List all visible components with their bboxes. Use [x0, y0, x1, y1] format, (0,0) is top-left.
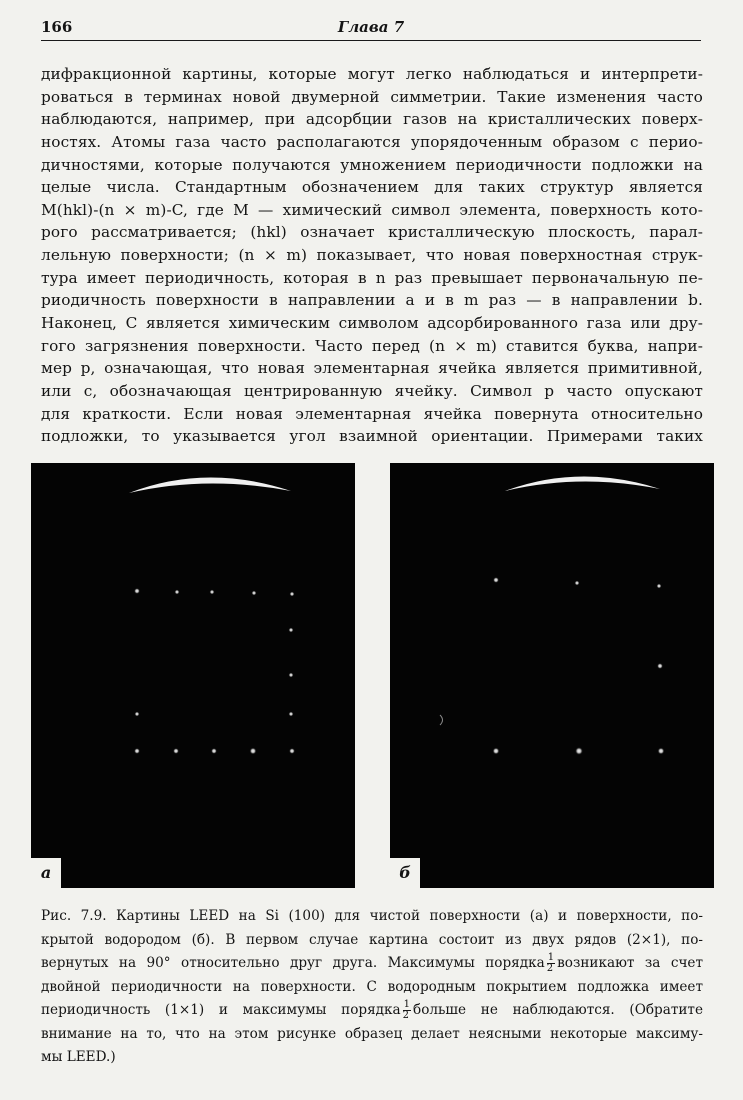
text-line: мер p, означающая, что новая элементарная ячейка является примитивной, — [41, 359, 703, 378]
leed-spot — [211, 748, 217, 754]
text-line: ностях. Атомы газа часто располагаются упорядоченным образом с перио- — [41, 132, 703, 151]
page-header — [41, 14, 701, 40]
fraction-denominator: 2 — [546, 963, 554, 974]
text-line: подложки, то указывается угол взаимной ориентации. Примерами таких — [41, 427, 703, 446]
leed-spot — [250, 748, 257, 755]
leed-pattern-a — [31, 463, 355, 888]
leed-spot — [210, 590, 215, 595]
leed-spot — [175, 590, 180, 595]
text-line: M(hkl)-(n × m)-C, где M — химический символ элемента, поверхность кото- — [41, 200, 703, 219]
caption-line: мы LEED.) — [41, 1049, 116, 1065]
gun-shadow-arc — [129, 477, 291, 493]
text-line: тура имеет периодичность, которая в n раз превышает первоначальную пе- — [41, 268, 703, 287]
text-line: дифракционной картины, которые могут легко наблюдаться и интерпрети- — [41, 65, 703, 83]
leed-spot — [289, 628, 294, 633]
fraction-one-half — [547, 953, 555, 974]
text-line: дичностями, которые получаются умножением периодичности подложки на — [41, 155, 703, 174]
caption-text: возникают за счет — [557, 955, 703, 971]
leed-spot — [575, 747, 583, 755]
body-paragraph — [41, 63, 703, 448]
panel-label-a: а — [31, 858, 61, 888]
text-line: наблюдаются, например, при адсорбции газов на кристаллических поверх- — [41, 110, 703, 129]
caption-line: двойной периодичности на поверхности. С водородным покрытием подложка имеет — [41, 978, 703, 995]
leed-spot — [134, 588, 140, 594]
text-line: целые числа. Стандартным обозначением для таких структур является — [41, 178, 703, 197]
caption-text: периодичность (1×1) и максимумы порядка — [41, 1002, 401, 1018]
text-line: гого загрязнения поверхности. Часто перед (n × m) ставится буква, напри- — [41, 336, 703, 355]
leed-spot — [290, 592, 295, 597]
header-rule — [41, 40, 701, 41]
leed-spot — [134, 748, 140, 754]
fraction-denominator: 2 — [402, 1010, 410, 1021]
gun-shadow-arc — [505, 476, 660, 491]
page-number: 166 — [41, 18, 73, 36]
panel-label-b: б — [390, 858, 420, 888]
leed-spot — [575, 581, 580, 586]
caption-text: вернутых на 90° относительно друг друга. Максимумы порядка — [41, 955, 545, 971]
caption-line — [41, 952, 703, 976]
leed-spot — [289, 673, 294, 678]
figure-caption — [41, 905, 703, 1070]
caption-line: крытой водородом (б). В первом случае картина состоит из двух рядов (2×1), по- — [41, 931, 703, 948]
text-line: рого рассматривается; (hkl) означает кристаллическую плоскость, парал- — [41, 223, 703, 242]
text-line: лельную поверхности; (n × m) показывает, что новая поверхностная струк- — [41, 246, 703, 265]
leed-spot — [657, 584, 662, 589]
caption-line: внимание на то, что на этом рисунке образец делает неясными некоторые максиму- — [41, 1025, 703, 1042]
text-line: Наконец, C является химическим символом адсорбированного газа или дру- — [41, 314, 703, 333]
text-line: риодичность поверхности в направлении a и в m раз — в направлении b. — [41, 291, 703, 310]
text-line: для краткости. Если новая элементарная ячейка повернута относительно — [41, 404, 703, 423]
leed-spot — [135, 712, 140, 717]
caption-line: Рис. 7.9. Картины LEED на Si (100) для чистой поверхности (а) и поверхности, по- — [41, 908, 703, 924]
leed-spot — [493, 748, 500, 755]
caption-text: больше не наблюдаются. (Обратите — [413, 1002, 703, 1018]
fraction-numerator: 1 — [547, 952, 555, 963]
leed-spot — [657, 663, 663, 669]
leed-image-b — [390, 463, 714, 888]
leed-pattern-b — [390, 463, 714, 888]
fraction-one-half — [403, 1000, 411, 1021]
text-line: или c, обозначающая центрированную ячейку. Символ p часто опускают — [41, 381, 703, 400]
text-line: роваться в терминах новой двумерной симметрии. Такие изменения часто — [41, 87, 703, 106]
leed-spot — [289, 712, 294, 717]
fraction-numerator: 1 — [403, 999, 411, 1010]
leed-image-a — [31, 463, 355, 888]
leed-spot — [252, 591, 257, 596]
leed-spot — [289, 748, 295, 754]
chapter-title: Глава 7 — [337, 18, 405, 36]
leed-spot — [493, 577, 499, 583]
leed-spot — [658, 748, 665, 755]
caption-line — [41, 999, 703, 1023]
leed-spot-faint — [440, 715, 443, 725]
leed-spot — [173, 748, 179, 754]
